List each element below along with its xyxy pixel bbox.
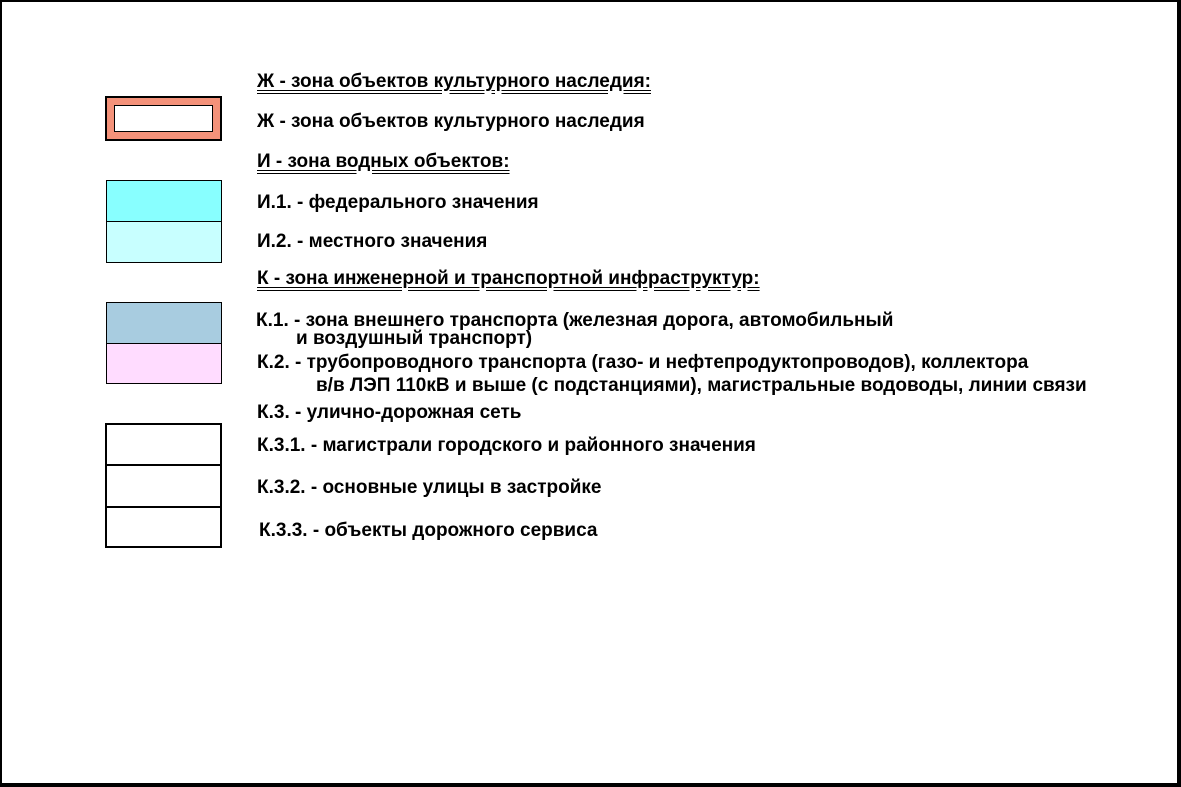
- legend-item-main-roads: К.3.1. - магистрали городского и районного значения: [257, 435, 756, 456]
- swatch-water-local: [106, 221, 222, 263]
- swatch-pipeline-transport: [106, 343, 222, 384]
- legend-header-cultural-heritage: Ж - зона объектов культурного наследия:: [257, 71, 651, 92]
- legend-item-cultural-heritage: Ж - зона объектов культурного наследия: [257, 111, 645, 132]
- legend-item-main-streets: К.3.2. - основные улицы в застройке: [257, 477, 602, 498]
- swatch-water-federal: [106, 180, 222, 222]
- legend-item-water-federal: И.1. - федерального значения: [257, 192, 539, 213]
- swatch-main-streets: [105, 464, 222, 508]
- swatch-road-service: [105, 506, 222, 548]
- legend-item-road-service: К.3.3. - объекты дорожного сервиса: [259, 520, 598, 541]
- legend-header-water: И - зона водных объектов:: [257, 151, 510, 172]
- swatch-main-roads: [105, 423, 222, 466]
- legend-item-water-local: И.2. - местного значения: [257, 231, 488, 252]
- legend-header-infrastructure: К - зона инженерной и транспортной инфраструктур:: [257, 268, 760, 289]
- legend-item-street-network: К.3. - улично-дорожная сеть: [257, 402, 522, 423]
- legend-item-pipeline-transport-line1: К.2. - трубопроводного транспорта (газо- и нефтепродуктопроводов), коллектора: [257, 352, 1029, 373]
- legend-item-pipeline-transport-line2: в/в ЛЭП 110кВ и выше (с подстанциями), магистральные водоводы, линии связи: [316, 375, 1087, 396]
- swatch-external-transport: [106, 302, 222, 344]
- swatch-cultural-heritage: [105, 96, 222, 141]
- swatch-cultural-heritage-inner: [114, 105, 213, 132]
- legend-item-external-transport-line1: К.1. - зона внешнего транспорта (железная дорога, автомобильный: [256, 310, 894, 331]
- legend-item-external-transport-line2: и воздушный транспорт): [296, 328, 533, 349]
